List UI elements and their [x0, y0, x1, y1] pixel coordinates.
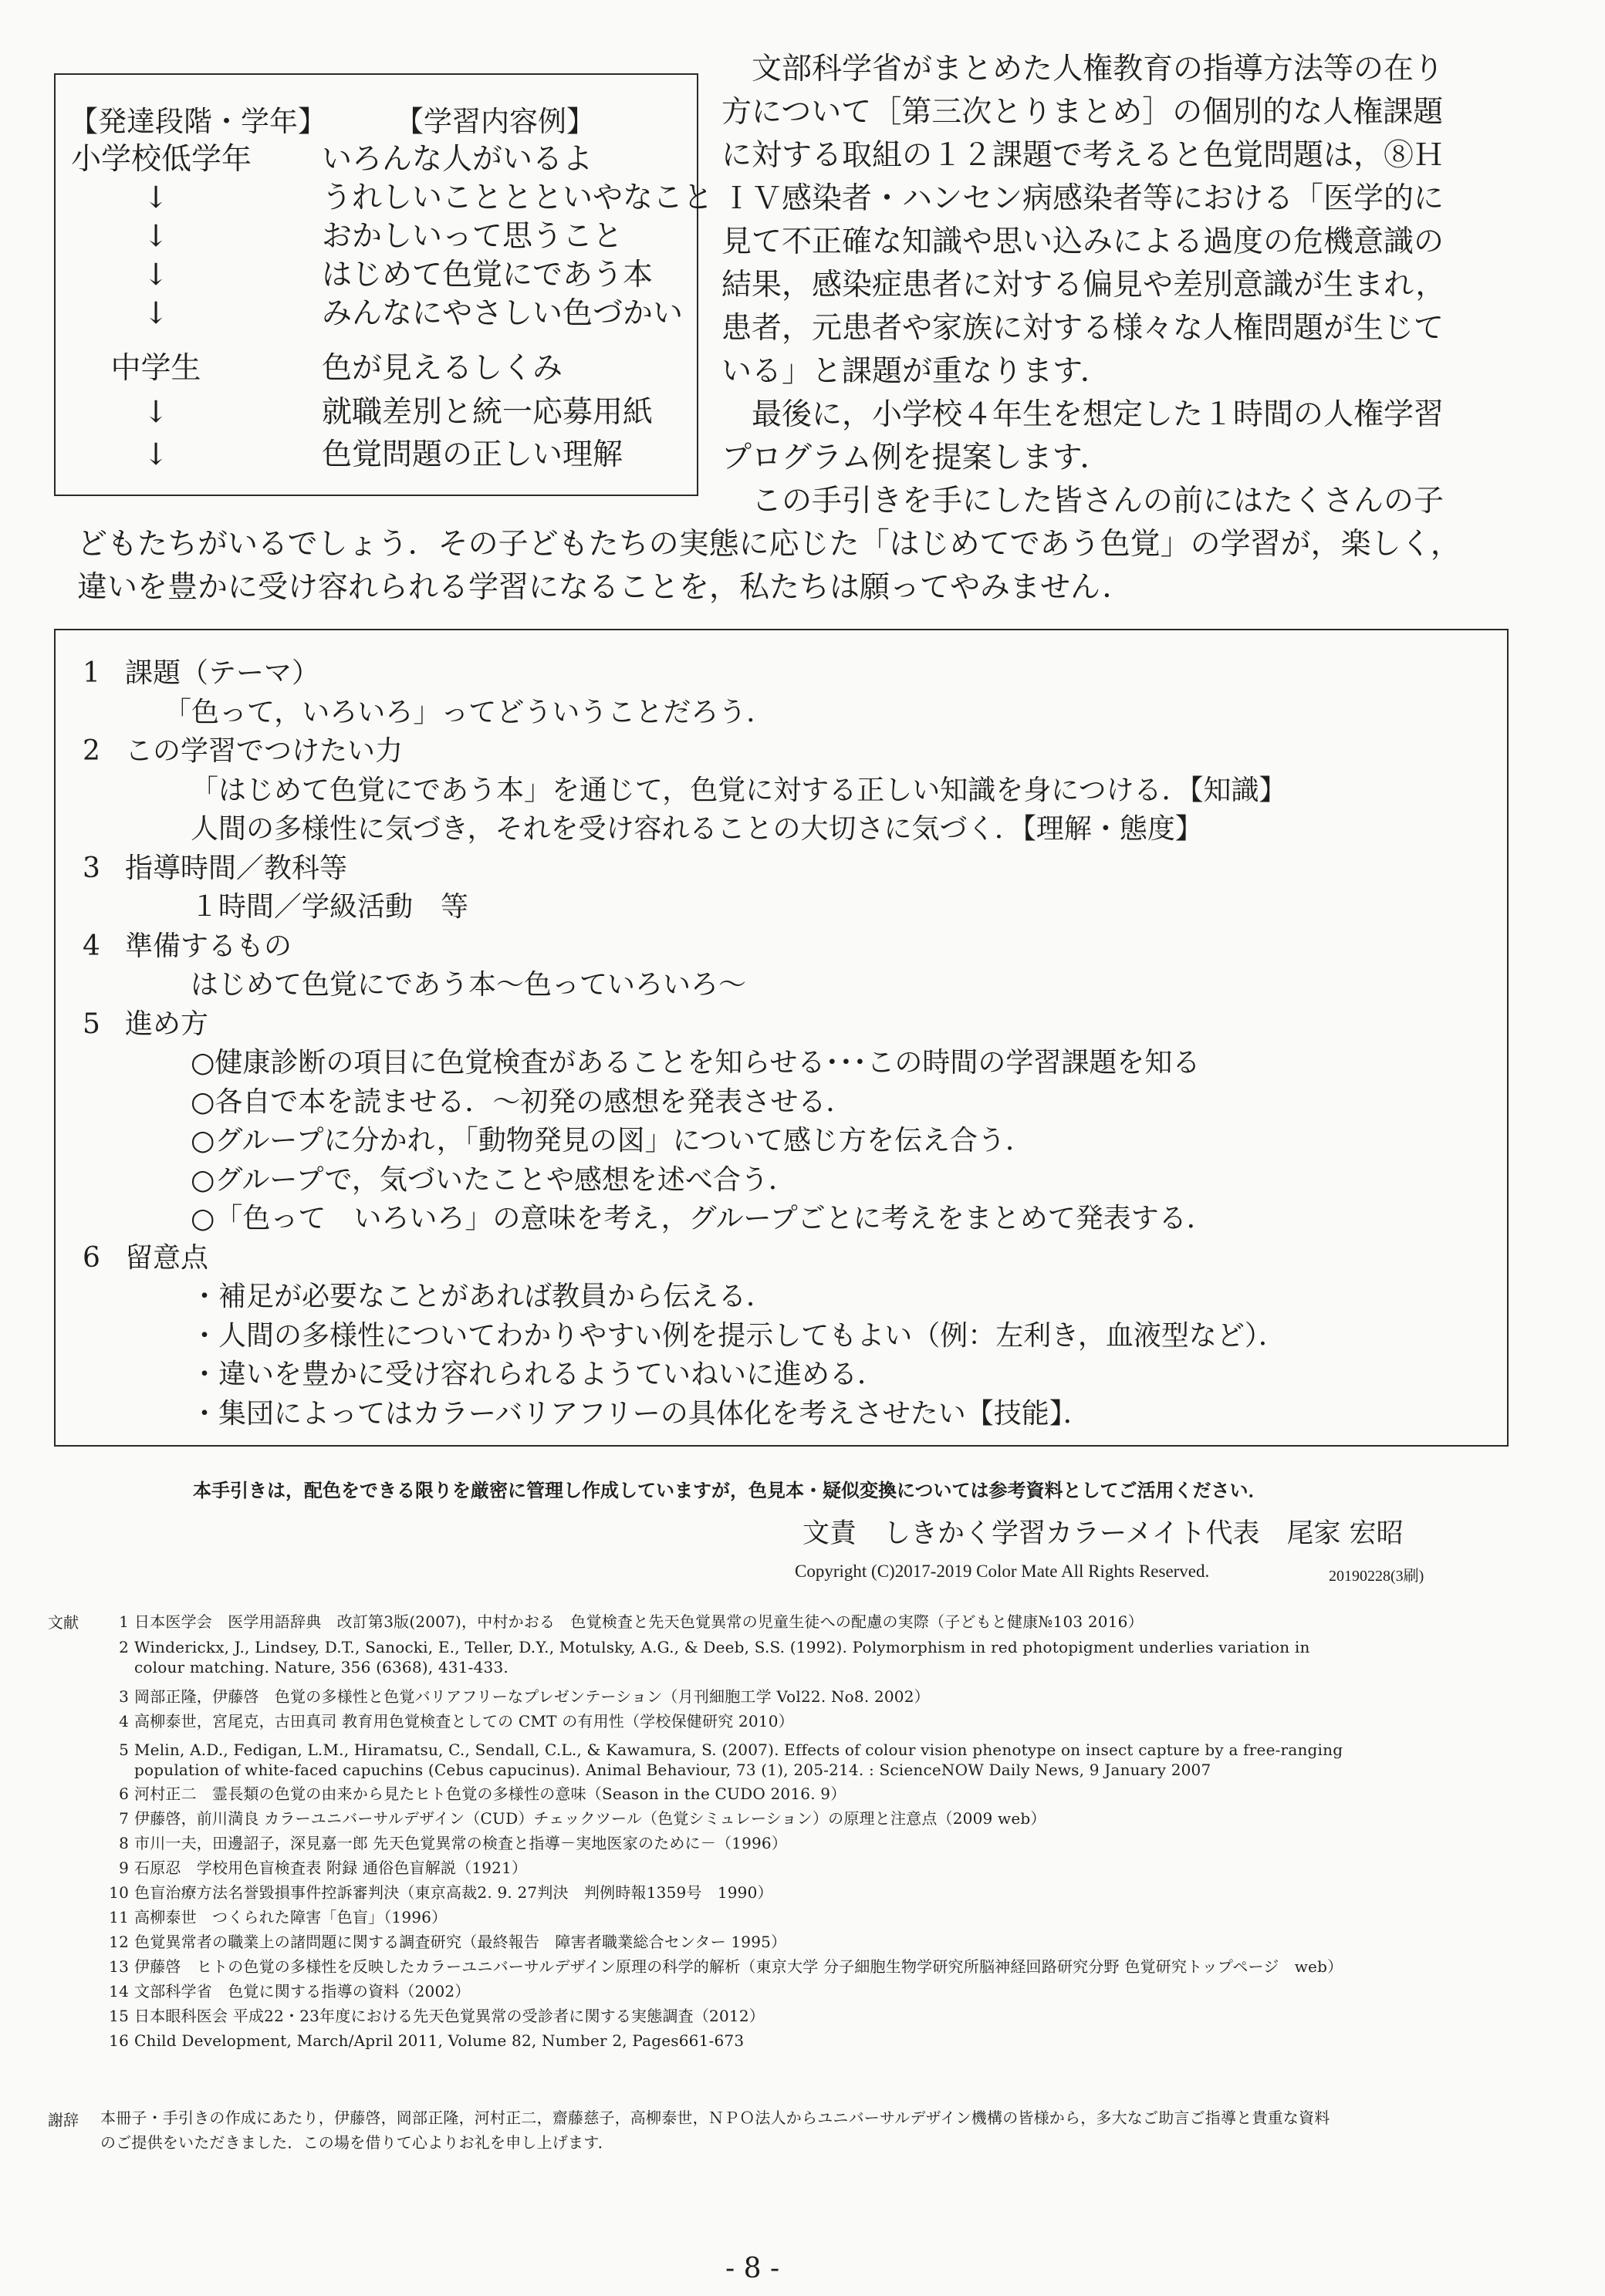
plan-line — [56, 1004, 1506, 1045]
reference-text: 河村正二 霊長類の色覚の由来から見たヒト色覚の多様性の意味（Season in the CUDO 2016. 9） — [134, 1784, 846, 1803]
stage-grade: ↓ — [143, 395, 169, 430]
plan-line-text: 人間の多様性に気づき，それを受け容れることの大切さに気づく．【理解・態度】 — [191, 813, 1203, 845]
reference-text: 高柳泰世，宮尾克，古田真司 教育用色覚検査としての CMT の有用性（学校保健研究 2010） — [134, 1712, 794, 1730]
plan-line — [56, 849, 1506, 889]
plan-item-number: 5 — [83, 1008, 100, 1040]
stage-grade: 中学生 — [110, 351, 201, 386]
plan-line — [56, 731, 1506, 772]
reference-text: population of white-faced capuchins (Cebus capucinus). Animal Behaviour, 73 (1), 205-214. : ScienceNOW Daily News, 9 January 2007 — [134, 1761, 1211, 1779]
plan-line — [56, 1082, 1506, 1123]
intro-line: 患者，元患者や家族に対する様々な人権問題が生じて — [721, 311, 1444, 346]
stage-item: 色が見えるしくみ — [322, 351, 563, 386]
plan-line-text: ○健康診断の項目に色覚検査があることを知らせる･･･この時間の学習課題を知る — [191, 1047, 1201, 1079]
plan-line-text: ○グループに分かれ，「動物発見の図」について感じ方を伝え合う． — [191, 1125, 1033, 1156]
reference-text: 日本眼科医会 平成22・23年度における先天色覚異常の受診者に関する実態調査（2012） — [134, 2007, 765, 2025]
plan-line-text: ・集団によってはカラーバリアフリーの具体化を考えさせたい【技能】． — [191, 1397, 1091, 1430]
reference-item — [86, 1882, 1475, 1903]
reference-text: Winderickx, J., Lindsey, D.T., Sanocki, E., Teller, D.Y., Motulsky, A.G., & Deeb, S.S. (1992). Polymorphism in red photopigment underlies variation in — [134, 1638, 1310, 1656]
stage-grade: 小学校低学年 — [71, 142, 252, 177]
reference-item — [86, 1637, 1475, 1657]
reference-text: 色盲治療方法名誉毀損事件控訴審判決（東京高裁2. 9. 27判決 判例時報1359号 1990） — [134, 1883, 773, 1902]
intro-line: どもたちがいるでしょう．その子どもたちの実態に応じた「はじめてであう色覚」の学習が，楽しく， — [77, 527, 1461, 562]
plan-line — [56, 1121, 1506, 1161]
lesson-plan-box — [54, 629, 1509, 1447]
stage-header: 【発達段階・学年】 — [69, 105, 326, 138]
plan-line — [56, 1199, 1506, 1239]
plan-line-text: １時間／学級活動 等 — [191, 891, 469, 923]
reference-text: colour matching. Nature, 356 (6368), 431-433. — [134, 1658, 509, 1676]
reference-item — [86, 1858, 1475, 1878]
reference-number: 12 — [109, 1933, 129, 1951]
reference-text: 石原忍 学校用色盲検査表 附録 通俗色盲解説（1921） — [134, 1859, 528, 1877]
page-number: - 8 - — [725, 2253, 780, 2284]
reference-item — [86, 1981, 1475, 2001]
stage-grade: ↓ — [143, 219, 169, 254]
reference-text: 日本医学会 医学用語辞典 改訂第3版(2007)，中村かおる 色覚検査と先天色覚異常の児童生徒への配慮の実際（子どもと健康№103 2016） — [134, 1612, 1144, 1631]
stage-item: みんなにやさしい色づかい — [322, 296, 684, 331]
reference-number: 14 — [109, 1982, 129, 2001]
intro-line: に対する取組の１２課題で考えると色覚問題は，⑧Ｈ — [721, 138, 1444, 173]
plan-line-text: はじめて色覚にであう本～色っていろいろ～ — [191, 969, 747, 1001]
reference-text: 色覚異常者の職業上の諸問題に関する調査研究（最終報告 障害者職業総合センター 1995） — [134, 1933, 787, 1951]
intro-line: いる」と課題が重なります． — [721, 354, 1110, 389]
reference-item — [86, 1833, 1475, 1853]
reference-number: 2 — [119, 1638, 129, 1656]
plan-line — [56, 1043, 1506, 1083]
references-label: 文献 — [48, 1613, 79, 1632]
plan-item-number: 2 — [83, 735, 100, 767]
intro-line: プログラム例を提案します． — [721, 441, 1110, 475]
reference-text: 伊藤啓，前川満良 カラーユニバーサルデザイン（CUD）チェックツール（色覚シミュレーション）の原理と注意点（2009 web） — [134, 1809, 1046, 1828]
plan-line-text: ○「色って いろいろ」の意味を考え，グループごとに考えをまとめて発表する． — [191, 1203, 1215, 1234]
plan-line-text: 「はじめて色覚にであう本」を通じて，色覚に対する正しい知識を身につける．【知識】 — [191, 774, 1287, 806]
reference-item — [86, 1808, 1475, 1828]
intro-line: ＩＶ感染者・ハンセン病感染者等における「医学的に — [721, 181, 1444, 216]
reference-number: 15 — [109, 2007, 129, 2025]
plan-line — [56, 1277, 1506, 1317]
intro-line: 文部科学省がまとめた人権教育の指導方法等の在り — [721, 52, 1444, 86]
plan-line — [56, 653, 1506, 694]
plan-line-text: ・補足が必要なことがあれば教員から伝える． — [191, 1281, 775, 1312]
plan-line-text: ○グループで，気づいたことや感想を述べ合う． — [191, 1163, 796, 1196]
plan-line — [56, 1238, 1506, 1278]
plan-item-number: 6 — [83, 1241, 100, 1274]
reference-item — [86, 2031, 1475, 2051]
plan-line — [56, 1355, 1506, 1395]
reference-text: 高柳泰世 つくられた障害「色盲」（1996） — [134, 1908, 448, 1926]
stage-item: いろんな人がいるよ — [322, 142, 593, 177]
plan-line — [56, 771, 1506, 811]
reference-item — [86, 1932, 1475, 1952]
plan-line-text: 「色って，いろいろ」ってどういうことだろう． — [164, 696, 775, 728]
reference-item — [86, 1687, 1475, 1707]
intro-line: 見て不正確な知識や思い込みによる過度の危機意識の — [721, 225, 1444, 259]
reference-number: 5 — [119, 1741, 129, 1759]
copyright-line: Copyright (C)2017-2019 Color Mate All Rights Reserved. — [795, 1562, 1210, 1581]
plan-item-number: 4 — [83, 930, 100, 962]
reference-number: 6 — [119, 1784, 129, 1803]
plan-line — [56, 1394, 1506, 1434]
plan-line-text: ○各自で本を読ませる．～初発の感想を発表させる． — [191, 1086, 854, 1118]
content-header: 【学習内容例】 — [395, 105, 595, 138]
reference-number: 9 — [119, 1859, 129, 1877]
plan-line-text: 留意点 — [125, 1241, 209, 1274]
stage-grade: ↓ — [143, 181, 169, 215]
stage-grade: ↓ — [143, 258, 169, 292]
plan-line — [56, 1316, 1506, 1356]
intro-line: 違いを豊かに受け容れられる学習になることを，私たちは願ってやみません． — [77, 570, 1133, 605]
stage-item: 色覚問題の正しい理解 — [322, 437, 623, 472]
reference-number: 16 — [109, 2031, 129, 2050]
plan-item-number: 1 — [83, 657, 100, 689]
stage-item: 就職差別と統一応募用紙 — [322, 395, 654, 430]
reference-item — [86, 1784, 1475, 1804]
stage-item: おかしいって思うこと — [322, 219, 623, 254]
author-line: 文責 しきかく学習カラーメイト代表 尾家 宏昭 — [802, 1518, 1404, 1549]
plan-line — [56, 809, 1506, 849]
reference-item — [86, 1612, 1475, 1632]
reference-text: Melin, A.D., Fedigan, L.M., Hiramatsu, C., Sendall, C.L., & Kawamura, S. (2007). Effects of colour vision phenotype on insect capture by a free-ranging — [134, 1741, 1343, 1759]
intro-line: この手引きを手にした皆さんの前にはたくさんの子 — [721, 484, 1444, 518]
reference-number: 7 — [119, 1809, 129, 1828]
reference-item — [86, 1740, 1475, 1760]
reference-text: 市川一夫，田邊詔子，深見嘉一郎 先天色覚異常の検査と指導－実地医家のために－（1996） — [134, 1834, 788, 1852]
reference-item — [86, 1657, 1475, 1677]
reference-number: 10 — [109, 1883, 129, 1902]
plan-item-number: 3 — [83, 852, 100, 884]
reference-number: 1 — [119, 1612, 129, 1631]
plan-line-text: この学習でつけたい力 — [125, 735, 404, 767]
stage-item: うれしいこととといやなこと — [322, 181, 714, 215]
print-date: 20190228(3刷) — [1329, 1568, 1424, 1585]
plan-line — [56, 887, 1506, 927]
stage-grade: ↓ — [143, 296, 169, 331]
reference-item — [86, 2006, 1475, 2026]
reference-item — [86, 1907, 1475, 1927]
intro-line: 最後に，小学校４年生を想定した１時間の人権学習 — [721, 397, 1444, 432]
plan-line — [56, 693, 1506, 733]
reference-number: 13 — [109, 1957, 129, 1976]
acknowledgment-label: 謝辞 — [48, 2111, 79, 2129]
reference-text: 岡部正隆，伊藤啓 色覚の多様性と色覚バリアフリーなプレゼンテーション（月刊細胞工学 Vol22. No8. 2002） — [134, 1687, 930, 1706]
reference-number: 3 — [119, 1687, 129, 1706]
plan-line — [56, 927, 1506, 967]
acknowledgment-line: 本冊子・手引きの作成にあたり，伊藤啓，岡部正隆，河村正二，齋藤慈子，高柳泰世，ＮＰＯ法人からユニバーサルデザイン機構の皆様から，多大なご助言ご指導と貴重な資料 — [100, 2109, 1330, 2127]
plan-line-text: ・人間の多様性についてわかりやすい例を提示してもよい（例：左利き，血液型など）． — [191, 1319, 1286, 1352]
intro-line: 結果，感染症患者に対する偏見や差別意識が生まれ， — [721, 268, 1446, 302]
reference-text: Child Development, March/April 2011, Volume 82, Number 2, Pages661-673 — [134, 2031, 745, 2050]
reference-number: 8 — [119, 1834, 129, 1852]
stage-grade: ↓ — [143, 437, 169, 472]
stage-item: はじめて色覚にであう本 — [322, 258, 654, 292]
plan-line-text: 進め方 — [125, 1008, 209, 1040]
reference-item — [86, 1760, 1475, 1780]
plan-line-text: 準備するもの — [125, 930, 292, 962]
plan-line-text: ・違いを豊かに受け容れられるようていねいに進める． — [191, 1359, 886, 1390]
reference-number: 4 — [119, 1712, 129, 1730]
reference-item — [86, 1711, 1475, 1731]
development-stage-box — [54, 73, 714, 496]
plan-line-text: 指導時間／教科等 — [125, 852, 348, 884]
acknowledgment-line: のご提供をいただきました．この場を借りて心よりお礼を申し上げます． — [100, 2133, 613, 2152]
plan-line — [56, 1160, 1506, 1200]
plan-line — [56, 965, 1506, 1005]
usage-notice: 本手引きは，配色をできる限りを厳密に管理し作成していますが，色見本・疑似変換については参考資料としてご活用ください． — [193, 1480, 1267, 1501]
reference-text: 文部科学省 色覚に関する指導の資料（2002） — [134, 1982, 471, 2001]
reference-item — [86, 1957, 1475, 1977]
plan-line-text: 課題（テーマ） — [125, 657, 320, 689]
intro-line: 方について［第三次とりまとめ］の個別的な人権課題 — [721, 95, 1444, 130]
reference-number: 11 — [109, 1908, 129, 1926]
reference-text: 伊藤啓 ヒトの色覚の多様性を反映したカラーユニバーサルデザイン原理の科学的解析（東京大学 分子細胞生物学研究所脳神経回路研究分野 色覚研究トップページ web） — [134, 1957, 1343, 1976]
